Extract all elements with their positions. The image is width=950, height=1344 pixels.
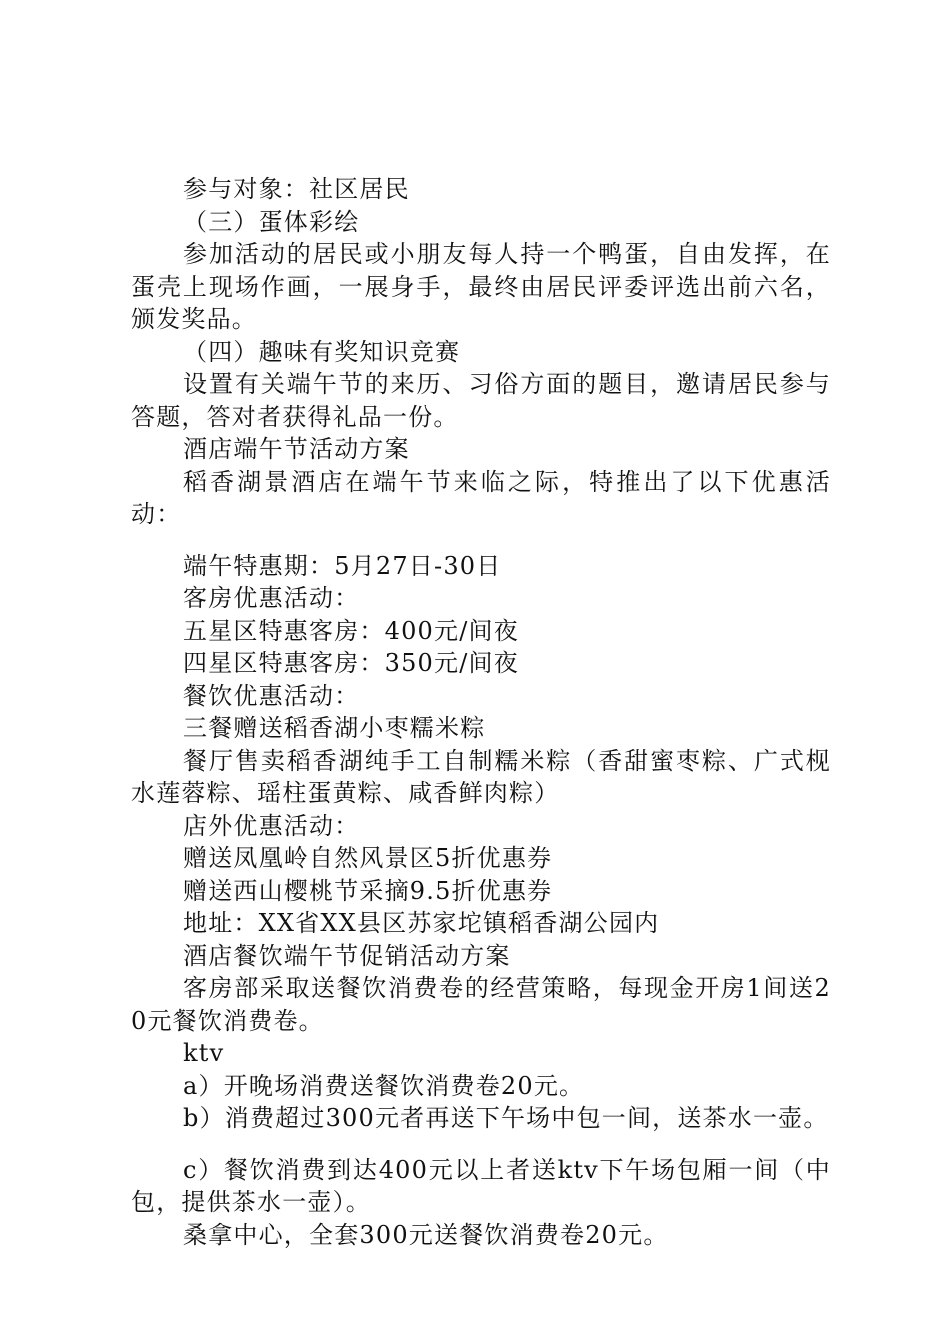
paragraph-phoenix-coupon: 赠送凤凰岭自然风景区5折优惠券	[183, 844, 553, 872]
paragraph-participants: 参与对象：社区居民	[183, 175, 410, 203]
paragraph-quiz: 设置有关端午节的来历、习俗方面的题目，邀请居民参与答题，答对者获得礼品一份。	[131, 370, 831, 431]
paragraph-four-star-room: 四星区特惠客房：350元/间夜	[183, 649, 519, 677]
paragraph-ktv-b: b）消费超过300元者再送下午场中包一间，送茶水一壶。	[183, 1104, 829, 1132]
paragraph-five-star-room: 五星区特惠客房：400元/间夜	[183, 616, 519, 645]
paragraph-promo-period: 端午特惠期：5月27日-30日	[183, 551, 502, 580]
paragraph-egg-painting: 参加活动的居民或小朋友每人持一个鸭蛋，自由发挥，在蛋壳上现场作画，一展身手，最终由居民评委评选出前六名，颁发奖品。	[131, 240, 831, 333]
paragraph-zongzi-sale: 餐厅售卖稻香湖纯手工自制糯米粽（香甜蜜枣粽、广式枧水莲蓉粽、瑶柱蛋黄粽、咸香鲜肉粽）	[131, 746, 831, 807]
paragraph-free-zongzi: 三餐赠送稻香湖小枣糯米粽	[183, 714, 486, 742]
paragraph-hotel-intro: 稻香湖景酒店在端午节来临之际，特推出了以下优惠活动：	[131, 467, 831, 528]
paragraph-ktv-c: c）餐饮消费到达400元以上者送ktv下午场包厢一间（中包，提供茶水一壶）。	[131, 1155, 831, 1216]
paragraph-ktv: ktv	[183, 1039, 225, 1067]
paragraph-outside-offers: 店外优惠活动：	[183, 811, 360, 840]
paragraph-room-offers: 客房优惠活动：	[183, 584, 360, 612]
heading-egg-painting: （三）蛋体彩绘	[183, 207, 360, 236]
heading-hotel-plan: 酒店端午节活动方案	[183, 435, 410, 463]
paragraph-sauna: 桑拿中心，全套300元送餐饮消费卷20元。	[183, 1220, 669, 1249]
paragraph-ktv-a: a）开晚场消费送餐饮消费卷20元。	[183, 1071, 585, 1100]
heading-dining-plan: 酒店餐饮端午节促销活动方案	[183, 941, 511, 970]
document-body	[131, 173, 831, 1251]
paragraph-dining-offers: 餐饮优惠活动：	[183, 681, 360, 710]
paragraph-cherry-coupon: 赠送西山樱桃节采摘9.5折优惠券	[183, 876, 553, 905]
paragraph-room-dining-voucher: 客房部采取送餐饮消费卷的经营策略，每现金开房1间送20元餐饮消费卷。	[131, 974, 831, 1035]
heading-quiz: （四）趣味有奖知识竞赛	[183, 337, 461, 366]
paragraph-address: 地址：XX省XX县区苏家坨镇稻香湖公园内	[183, 909, 660, 937]
